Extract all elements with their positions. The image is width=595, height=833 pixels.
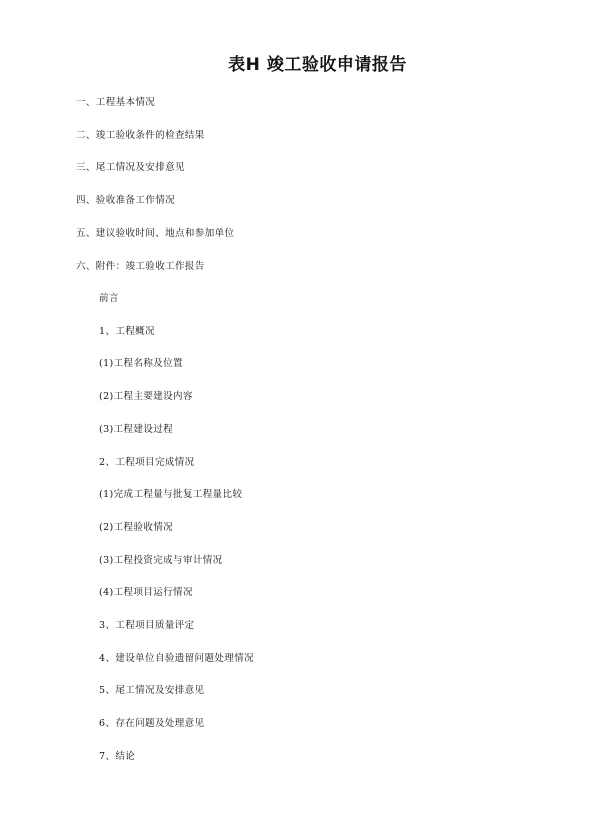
appendix-item-4: 4、建设单位自验遗留问题处理情况 — [99, 653, 254, 664]
appendix-item-2-3: (3)工程投资完成与审计情况 — [99, 555, 223, 566]
appendix-item-6: 6、存在问题及处理意见 — [99, 718, 205, 729]
section-3: 三、尾工情况及安排意见 — [76, 162, 185, 173]
appendix-item-3: 3、工程项目质量评定 — [99, 620, 195, 631]
appendix-item-2-1: (1)完成工程量与批复工程量比较 — [99, 489, 243, 500]
page-title: 表H 竣工验收申请报告 — [228, 55, 407, 75]
appendix-item-7: 7、结论 — [99, 751, 136, 762]
section-6: 六、附件：竣工验收工作报告 — [76, 261, 205, 272]
appendix-item-1-3: (3)工程建设过程 — [99, 424, 174, 435]
appendix-item-2-2: (2)工程验收情况 — [99, 522, 174, 533]
appendix-item-2-4: (4)工程项目运行情况 — [99, 587, 193, 598]
appendix-item-1-2: (2)工程主要建设内容 — [99, 391, 193, 402]
appendix-item-1: 1、工程概况 — [99, 326, 155, 337]
appendix-item-5: 5、尾工情况及安排意见 — [99, 685, 205, 696]
appendix-item-2: 2、工程项目完成情况 — [99, 457, 195, 468]
appendix-item-preface: 前言 — [99, 293, 119, 304]
section-4: 四、验收准备工作情况 — [76, 195, 176, 206]
section-5: 五、建议验收时间、地点和参加单位 — [76, 228, 235, 239]
section-1: 一、工程基本情况 — [76, 97, 156, 108]
appendix-item-1-1: (1)工程名称及位置 — [99, 358, 183, 369]
section-2: 二、竣工验收条件的检查结果 — [76, 130, 205, 141]
